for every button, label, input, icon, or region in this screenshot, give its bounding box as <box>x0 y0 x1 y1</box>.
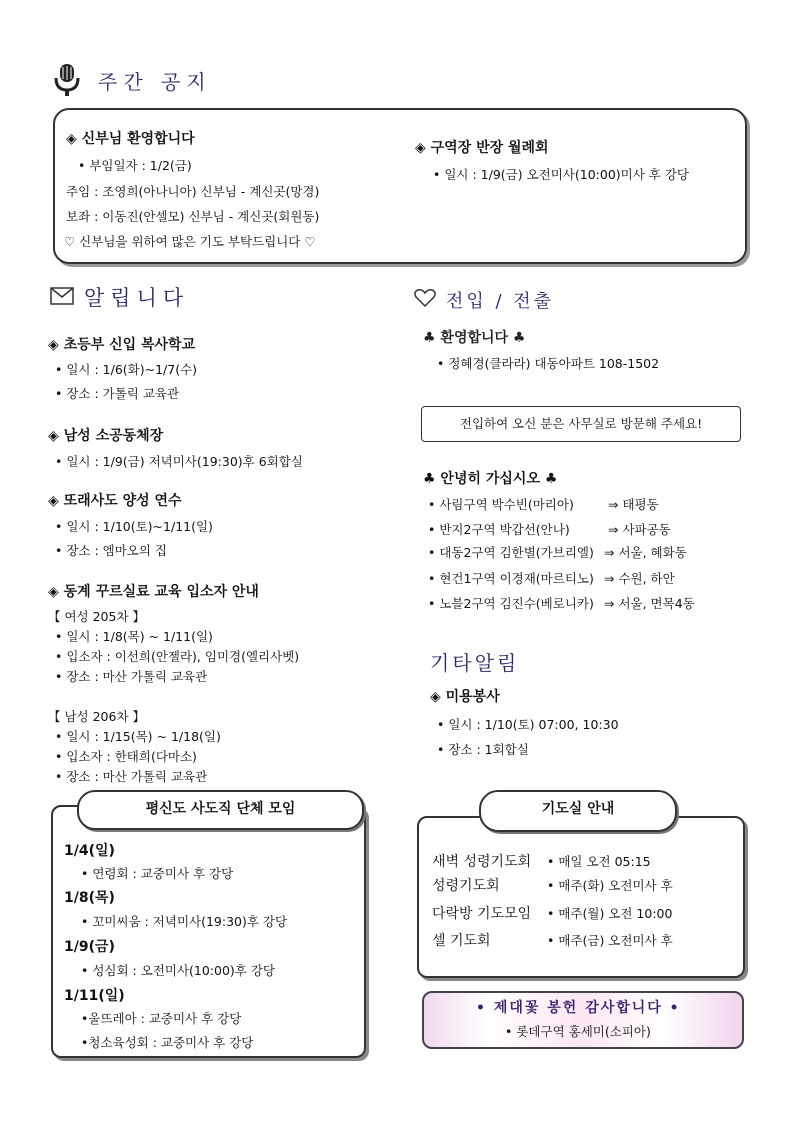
section-title: ◈ 남성 소공동체장 <box>48 428 164 444</box>
heart-outline-icon <box>414 288 436 308</box>
section-title: ◈ 초등부 신입 복사학교 <box>48 337 196 353</box>
female-line: • 일시 : 1/8(목) ~ 1/11(일) <box>55 629 213 644</box>
page-title: 주간 공지 <box>98 70 212 94</box>
section-title: ◈ 동계 꾸르실료 교육 입소자 안내 <box>48 584 259 600</box>
bye-dest: ⇒ 사파공동 <box>608 522 671 537</box>
prayer-time: • 매일 오전 05:15 <box>547 854 651 869</box>
prayer-name: 새벽 성령기도회 <box>432 854 532 870</box>
female-line: • 입소자 : 이선희(안젤라), 임미경(엘리사벳) <box>55 649 300 664</box>
group-item: • 꼬미씨움 : 저녁미사(19:30)후 강당 <box>81 914 288 929</box>
group-item: • 연령회 : 교중미사 후 강당 <box>81 866 234 881</box>
group-item: •울뜨레아 : 교중미사 후 강당 <box>81 1011 242 1026</box>
male-head: 【 남성 206차 】 <box>48 709 146 724</box>
envelope-icon <box>50 287 74 305</box>
prayer-box <box>417 816 745 978</box>
welcome-line: 주임 : 조영희(아나니아) 신부님 - 계신곳(망경) <box>66 184 320 199</box>
moves-welcome-title: ♣ 환영합니다 ♣ <box>423 330 526 346</box>
flower-banner-title: • 제대꽃 봉헌 감사합니다 • <box>476 1000 681 1016</box>
group-date: 1/4(일) <box>64 843 115 859</box>
prayer-name: 성령기도회 <box>432 878 500 894</box>
prayer-name: 셀 기도회 <box>432 933 491 949</box>
prayer-time: • 매주(월) 오전 10:00 <box>547 906 673 921</box>
prayer-name: 다락방 기도모임 <box>432 906 532 922</box>
welcome-title: ◈ 신부님 환영합니다 <box>66 131 195 147</box>
prayer-time: • 매주(화) 오전미사 후 <box>547 878 673 893</box>
microphone-icon <box>53 62 81 98</box>
welcome-line: • 부임일자 : 1/2(금) <box>78 158 192 173</box>
group-item: • 성심회 : 오전미사(10:00)후 강당 <box>81 963 276 978</box>
male-line: • 입소자 : 한태희(다마소) <box>55 749 197 764</box>
group-date: 1/9(금) <box>64 939 115 955</box>
bye-name: • 노블2구역 김진수(베로니카) <box>428 596 594 611</box>
prayer-title-text: 기도실 안내 <box>541 801 615 817</box>
bye-name: • 대동2구역 김한별(가브리엘) <box>428 545 594 560</box>
welcome-line: ♡ 신부님을 위하여 많은 기도 부탁드립니다 ♡ <box>64 234 316 249</box>
leaders-title: ◈ 구역장 반장 월례회 <box>415 140 549 156</box>
section-line: • 장소 : 엠마오의 집 <box>55 543 168 558</box>
male-line: • 장소 : 마산 가톨릭 교육관 <box>55 769 208 784</box>
bye-dest: ⇒ 서울, 혜화동 <box>604 545 687 560</box>
section-line: • 일시 : 1/10(토)~1/11(일) <box>55 519 213 534</box>
bye-name: • 사림구역 박수빈(마리아) <box>428 497 574 512</box>
leaders-line: • 일시 : 1/9(금) 오전미사(10:00)미사 후 강당 <box>433 167 689 182</box>
announce-title: 알립니다 <box>84 286 190 310</box>
welcome-line: 보좌 : 이동진(안셀모) 신부님 - 계신곳(회원동) <box>66 209 320 224</box>
groups-title-text: 평신도 사도직 단체 모임 <box>145 801 296 817</box>
group-date: 1/11(일) <box>64 988 125 1004</box>
section-line: • 일시 : 1/6(화)~1/7(수) <box>55 362 198 377</box>
flower-banner-line: • 롯데구역 홍세미(소피아) <box>505 1024 651 1039</box>
visit-office-notice <box>421 406 741 442</box>
bye-name: • 현건1구역 이경재(마르티노) <box>428 571 594 586</box>
moves-welcome-line: • 정혜경(클라라) 대동아파트 108-1502 <box>437 356 660 371</box>
section-title: ◈ 또래사도 양성 연수 <box>48 493 182 509</box>
bye-dest: ⇒ 태평동 <box>608 497 659 512</box>
male-line: • 일시 : 1/15(목) ~ 1/18(일) <box>55 729 221 744</box>
group-item: •청소육성회 : 교중미사 후 강당 <box>81 1035 254 1050</box>
bye-dest: ⇒ 서울, 면목4동 <box>604 596 695 611</box>
other-sub: ◈ 미용봉사 <box>430 689 500 705</box>
visit-office-text: 전입하여 오신 분은 사무실로 방문해 주세요! <box>459 416 703 431</box>
moves-bye-title: ♣ 안녕히 가십시오 ♣ <box>423 471 558 487</box>
female-head: 【 여성 205차 】 <box>48 609 146 624</box>
prayer-time: • 매주(금) 오전미사 후 <box>547 933 673 948</box>
other-title: 기타알림 <box>430 651 520 675</box>
section-line: • 일시 : 1/9(금) 저녁미사(19:30)후 6회합실 <box>55 454 303 469</box>
section-line: • 장소 : 가톨릭 교육관 <box>55 386 180 401</box>
groups-title <box>77 790 364 830</box>
other-line: • 일시 : 1/10(토) 07:00, 10:30 <box>437 717 619 732</box>
bye-name: • 반지2구역 박갑선(안나) <box>428 522 570 537</box>
moves-title: 전입 / 전출 <box>446 291 555 312</box>
group-date: 1/8(목) <box>64 890 115 906</box>
other-line: • 장소 : 1회합실 <box>437 742 529 757</box>
bye-dest: ⇒ 수원, 하안 <box>604 571 675 586</box>
prayer-title <box>479 790 677 832</box>
female-line: • 장소 : 마산 가톨릭 교육관 <box>55 669 208 684</box>
